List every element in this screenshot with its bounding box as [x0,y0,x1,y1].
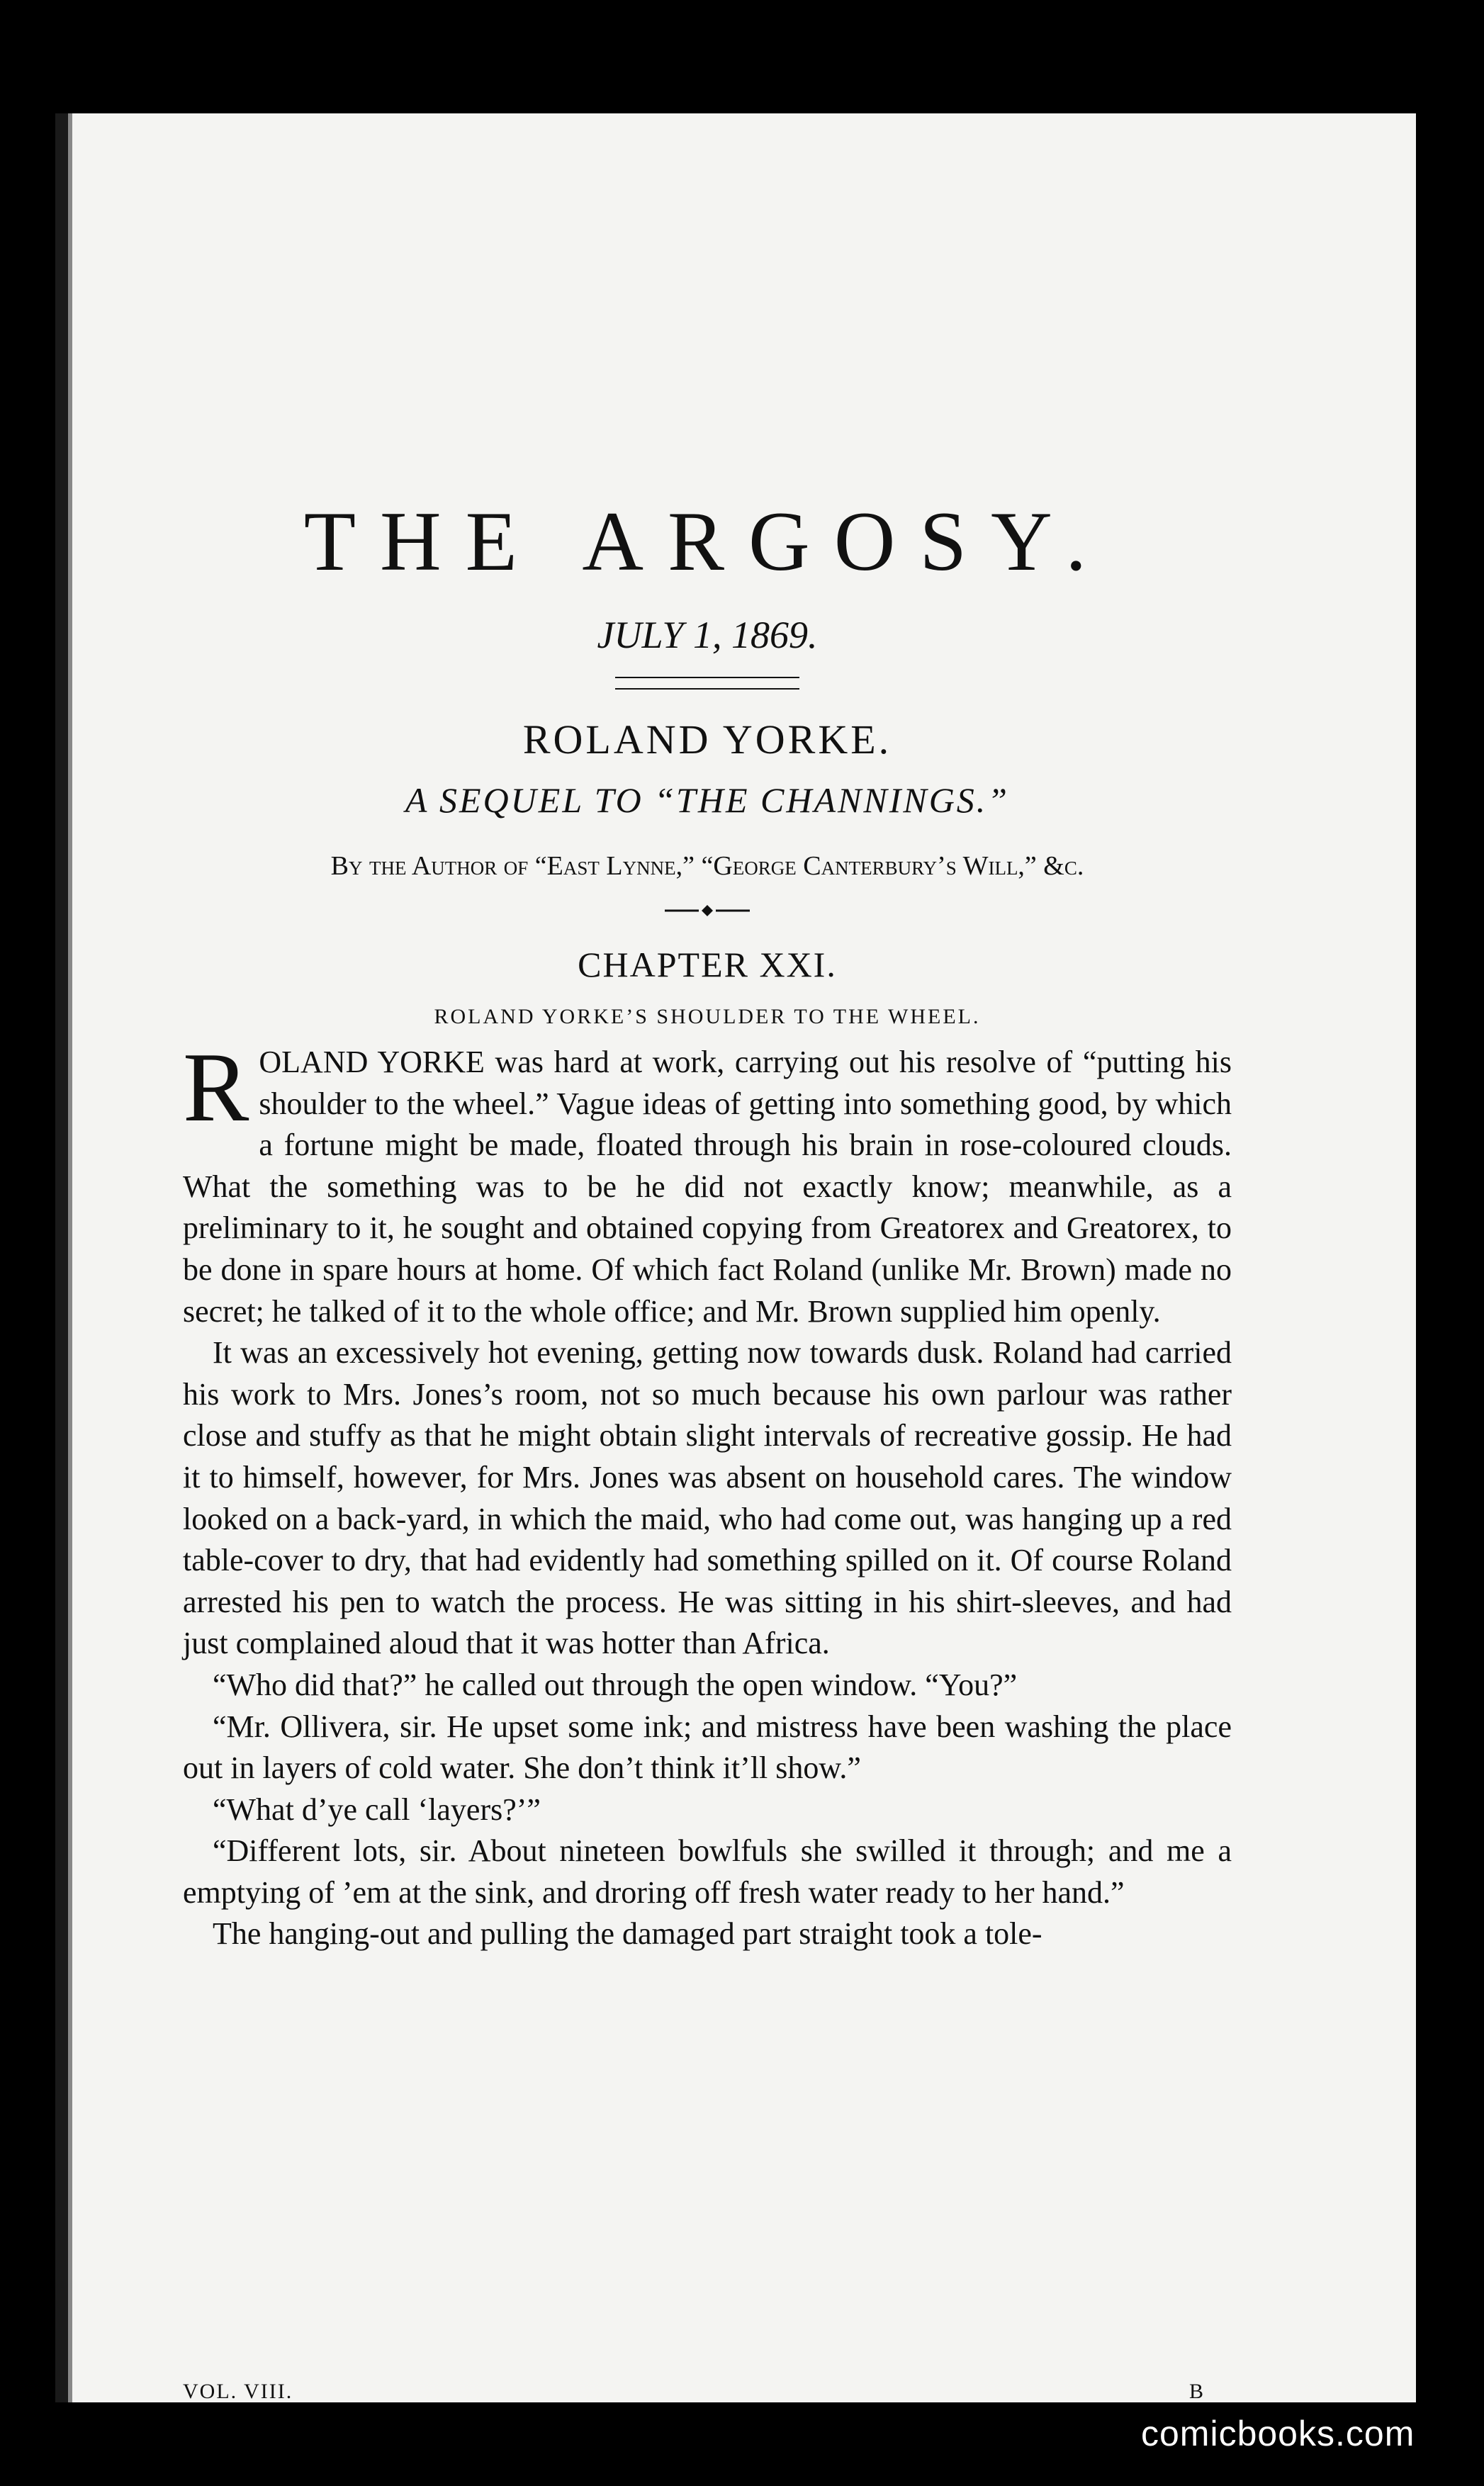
story-subtitle: A SEQUEL TO “THE CHANNINGS.” [405,780,1010,820]
paragraph: “Different lots, sir. About nineteen bowlfuls she swilled it through; and me a emptying of ’em at the sink, and droring off fresh water ready to her hand.” [183,1833,1232,1910]
watermark: comicbooks.com [1141,2414,1415,2453]
volume-number: VOL. VIII. [183,2380,293,2403]
chapter-number: CHAPTER XXI. [578,945,837,984]
paragraph: It was an excessively hot evening, getting now towards dusk. Roland had carried his work to Mrs. Jones’s room, not so much because his own parlour was rather close and stuffy as that he might obtain slight intervals of recreative gossip. He had it to himself, however, for Mrs. Jones was absent on household cares. The window looked on a back-yard, in which the maid, who had come out, was hanging up a red table-cover to dry, that had evidently had something spilled on it. Of course Roland arrested his pen to watch the process. He was sitting in his shirt-sleeves, and had just complained aloud that it was hotter than Africa. [183,1335,1232,1661]
signature-mark: B [1189,2380,1204,2403]
paragraph: “Who did that?” he called out through the open window. “You?” [213,1667,1018,1702]
paragraph-text: OLAND YORKE was hard at work, carrying out his resolve of “putting his shoulder to the wheel.” Vague ideas of getting into something good, by which a fortune might be made, floated through his brain in rose-coloured clouds. What the something was to be he did not exactly know; meanwhile, as a preliminary to it, he sought and obtained copying from Greatorex and Greatorex, to be done in spare hours at home. Of which fact Roland (unlike Mr. Brown) made no secret; he talked of it to the whole office; and Mr. Brown supplied him openly. [183,1045,1232,1329]
paragraph: “Mr. Ollivera, sir. He upset some ink; and mistress have been washing the place out in layers of cold water. She don’t think it’ll show.” [183,1709,1232,1786]
paragraph: The hanging-out and pulling the damaged part straight took a tole- [213,1916,1042,1952]
page-content [183,113,1232,2402]
magazine-title: THE ARGOSY. [303,494,1111,588]
issue-date: JULY 1, 1869. [597,614,818,656]
story-byline: By the Author of “East Lynne,” “George Canterbury’s Will,” &c. [330,851,1084,881]
page-spine-edge [68,113,72,2402]
ornament-divider [665,900,750,921]
title-rule [615,677,799,690]
story-body [183,1033,1232,1955]
paragraph: “What d’ye call ‘layers?’” [213,1792,541,1827]
story-title: ROLAND YORKE. [522,716,892,763]
paragraph [183,1033,1232,1332]
drop-cap: R [183,1033,249,1142]
chapter-title: ROLAND YORKE’S SHOULDER TO THE WHEEL. [434,1005,981,1028]
